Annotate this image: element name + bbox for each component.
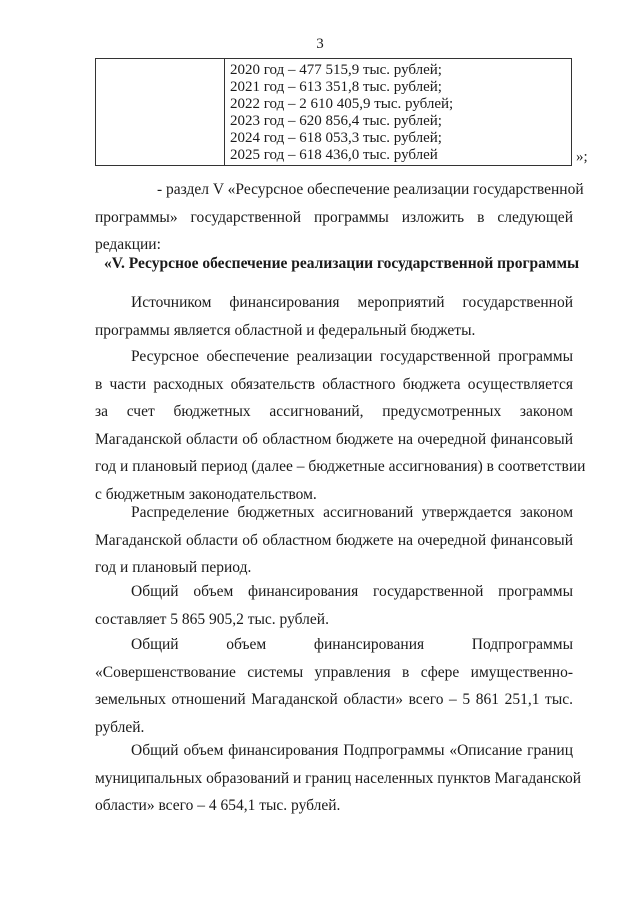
funding-year-2024: 2024 год – 618 053,3 тыс. рублей; (230, 130, 442, 146)
intro-paragraph (95, 176, 584, 259)
paragraph-line: области» всего – 4 654,1 тыс. рублей. (95, 797, 341, 814)
funding-table (95, 58, 572, 166)
paragraph-subprogram-boundaries (95, 737, 582, 820)
paragraph-line: Источником финансирования мероприятий государственной (131, 294, 573, 311)
paragraph-line: за счет бюджетных ассигнований, предусмотренных законом (95, 403, 573, 420)
page-number: 3 (316, 36, 324, 52)
paragraph-distribution (95, 499, 573, 582)
intro-line: программы» государственной программы изложить в следующей (95, 208, 573, 226)
paragraph-line: программы является областной и федеральный бюджеты. (95, 321, 476, 339)
section-heading: «V. Ресурсное обеспечение реализации государственной программы (104, 255, 580, 272)
paragraph-line: Магаданской области об областном бюджете на очередной финансовый (95, 430, 573, 448)
paragraph-line: рублей. (95, 718, 145, 736)
intro-line: редакции: (95, 236, 161, 253)
intro-line: - раздел V «Ресурсное обеспечение реализации государственной (157, 181, 584, 198)
funding-year-2020: 2020 год – 477 515,9 тыс. рублей; (230, 62, 442, 78)
paragraph-line: Общий объем финансирования Подпрограммы (131, 636, 573, 653)
paragraph-line: Ресурсное обеспечение реализации государственной программы (131, 348, 573, 365)
paragraph-line: муниципальных образований и границ населенных пунктов Магаданской (95, 769, 582, 787)
paragraph-sources (95, 289, 573, 344)
paragraph-line: составляет 5 865 905,2 тыс. рублей. (95, 610, 329, 628)
funding-by-year-cell (230, 62, 453, 164)
paragraph-line: год и плановый период (далее – бюджетные ассигнования) в соответствии (95, 458, 586, 475)
paragraph-line: в части расходных обязательств областного бюджета осуществляется (95, 375, 573, 393)
paragraph-line: Общий объем финансирования государственной программы (131, 583, 573, 600)
paragraph-line: год и плановый период. (95, 559, 252, 576)
paragraph-line: Распределение бюджетных ассигнований утверждается законом (131, 504, 573, 521)
paragraph-line: Общий объем финансирования Подпрограммы «Описание границ (131, 742, 573, 759)
funding-year-2021: 2021 год – 613 351,8 тыс. рублей; (230, 79, 442, 95)
table-column-divider (224, 59, 225, 165)
paragraph-line: с бюджетным законодательством. (95, 485, 317, 503)
funding-year-2023: 2023 год – 620 856,4 тыс. рублей; (230, 113, 442, 129)
paragraph-resource-provision (95, 343, 586, 508)
paragraph-subprogram-land (95, 631, 573, 741)
table-closing-quote: »; (576, 149, 588, 165)
funding-year-2022: 2022 год – 2 610 405,9 тыс. рублей; (230, 96, 454, 112)
paragraph-line: Магаданской области об областном бюджете на очередной финансовый (95, 531, 573, 549)
funding-year-2025: 2025 год – 618 436,0 тыс. рублей (230, 147, 438, 163)
paragraph-line: земельных отношений Магаданской области» всего – 5 861 251,1 тыс. (95, 691, 573, 708)
paragraph-line: «Совершенствование системы управления в сфере имущественно- (95, 663, 573, 681)
paragraph-total-funding (95, 578, 573, 633)
